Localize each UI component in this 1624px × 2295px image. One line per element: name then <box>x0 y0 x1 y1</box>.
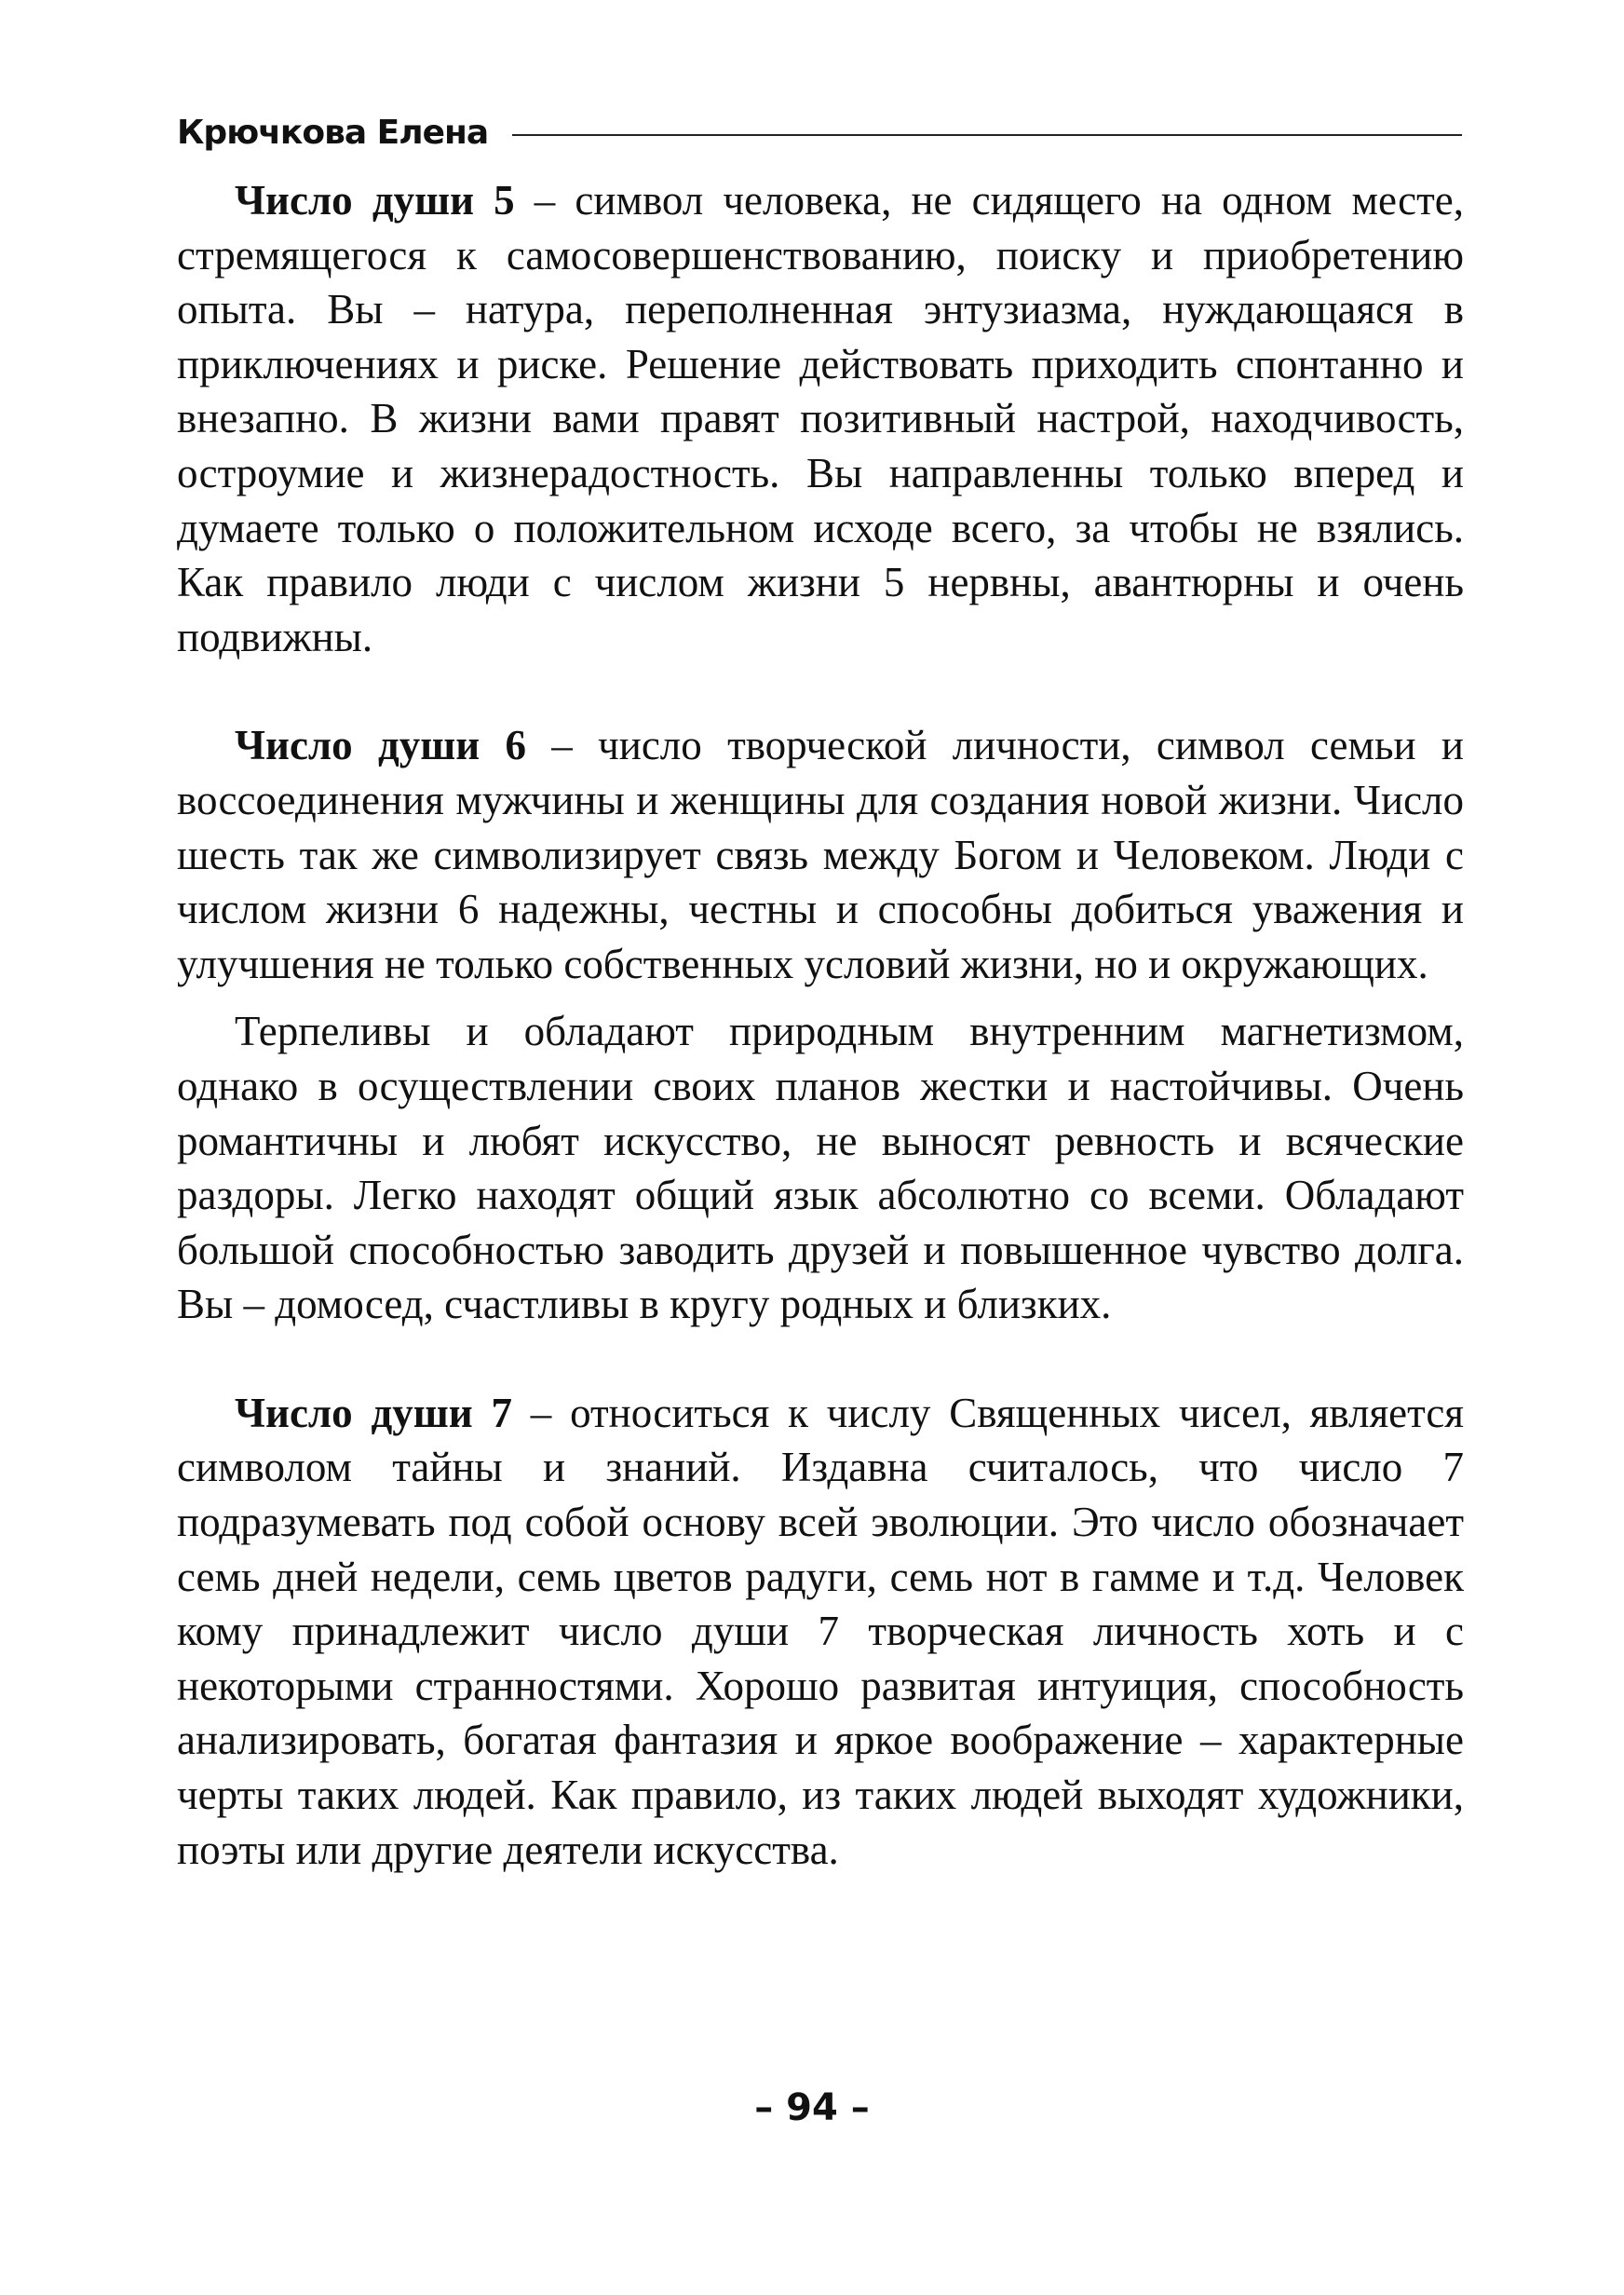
header-rule <box>512 134 1462 136</box>
running-header <box>177 104 1462 160</box>
body-text <box>177 173 1464 1877</box>
paragraph-text: Терпеливы и обладают природным внутренним магнетизмом, однако в осуществлении своих планов жестки и настойчивы. Очень романтичны и любят искусство, не выносят ревность и всяческие раздоры. Легко находят общий язык абсолютно со всеми. Обладают большой способностью заводить друзей и повышенное чувство долга. Вы – домосед, счастливы в кругу родных и близких. <box>177 1008 1464 1328</box>
paragraph-lead: Число души 5 <box>235 177 515 224</box>
paragraph-soul-number-5 <box>177 173 1464 664</box>
page-number: – 94 – <box>754 2086 870 2129</box>
paragraph-lead: Число души 6 <box>235 722 526 769</box>
paragraph-soul-number-6-continued <box>177 1004 1464 1332</box>
paragraph-soul-number-7 <box>177 1386 1464 1877</box>
author-name: Крючкова Елена <box>177 113 489 152</box>
paragraph-text: – символ человека, не сидящего на одном месте, стремящегося к самосовершенствованию, поиску и приобретению опыта. Вы – натура, переполненная энтузиазма, нуждающаяся в приключениях и риске. Решение действовать приходить спонтанно и внезапно. В жизни вами правят позитивный настрой, находчивость, остроумие и жизнерадостность. Вы направленны только вперед и думаете только о положительном исходе всего, за чтобы не взялись. Как правило люди с числом жизни 5 нервны, авантюрны и очень подвижны. <box>177 177 1464 660</box>
paragraph-soul-number-6 <box>177 718 1464 991</box>
paragraph-text: – число творческой личности, символ семьи и воссоединения мужчины и женщины для создания новой жизни. Число шесть так же символизирует связь между Богом и Человеком. Люди с числом жизни 6 надежны, честны и способны добиться уважения и улучшения не только собственных условий жизни, но и окружающих. <box>177 722 1464 987</box>
paragraph-lead: Число души 7 <box>235 1389 512 1436</box>
paragraph-text: – относиться к числу Священных чисел, является символом тайны и знаний. Издавна считалось, что число 7 подразумевать под собой основу всей эволюции. Это число обозначает семь дней недели, семь цветов радуги, семь нот в гамме и т.д. Человек кому принадлежит число души 7 творческая личность хоть и с некоторыми странностями. Хорошо развитая интуиция, способность анализировать, богатая фантазия и яркое воображение – характерные черты таких людей. Как правило, из таких людей выходят художники, поэты или другие деятели искусства. <box>177 1389 1465 1873</box>
